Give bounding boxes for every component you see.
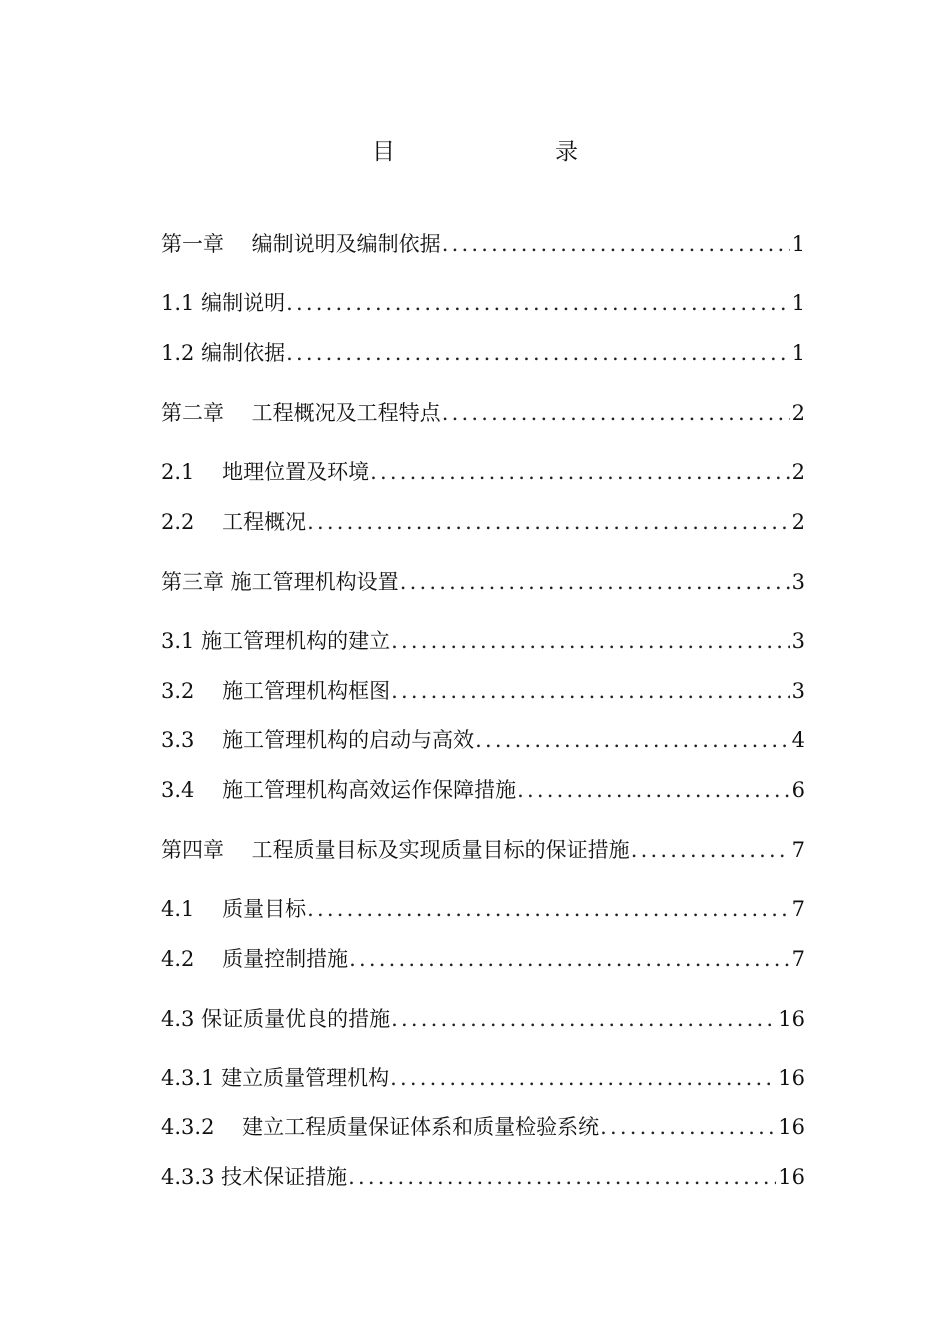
toc-entry[interactable] xyxy=(161,286,805,320)
toc-entry[interactable] xyxy=(161,624,805,658)
toc-entry-text: 1.1 编制说明 xyxy=(161,291,286,315)
toc-entry[interactable] xyxy=(161,396,805,430)
toc-entry-text: 4.3 保证质量优良的措施 xyxy=(161,1007,391,1031)
toc-leader-dots xyxy=(517,773,790,807)
toc-title: 目 录 xyxy=(372,139,616,165)
toc-entry-text: 3.1 施工管理机构的建立 xyxy=(161,629,391,653)
toc-entry[interactable] xyxy=(161,892,805,926)
toc-entry-page: 2 xyxy=(791,510,805,534)
toc-leader-dots xyxy=(631,833,790,867)
toc-entry-text: 第四章 工程质量目标及实现质量目标的保证措施 xyxy=(161,838,630,862)
toc-entry[interactable] xyxy=(161,336,805,370)
toc-leader-dots xyxy=(600,1110,776,1144)
toc-leader-dots xyxy=(307,892,790,926)
toc-leader-dots xyxy=(348,1160,776,1194)
toc-leader-dots xyxy=(390,1061,776,1095)
toc-entry[interactable] xyxy=(161,942,805,976)
toc-leader-dots xyxy=(400,565,790,599)
toc-leader-dots xyxy=(391,1002,776,1036)
toc-entry-page: 1 xyxy=(791,341,805,365)
toc-entry-page: 1 xyxy=(791,291,805,315)
toc-leader-dots xyxy=(391,624,790,658)
toc-entry[interactable] xyxy=(161,1160,805,1194)
toc-entry-text: 1.2 编制依据 xyxy=(161,341,286,365)
toc-leader-dots xyxy=(475,723,790,757)
toc-entry[interactable] xyxy=(161,833,805,867)
toc-entry-page: 1 xyxy=(791,232,805,256)
toc-leader-dots xyxy=(370,455,790,489)
toc-entry-page: 16 xyxy=(778,1165,805,1189)
toc-entry[interactable] xyxy=(161,1110,805,1144)
toc-entry-page: 16 xyxy=(778,1066,805,1090)
toc-entry-page: 4 xyxy=(791,728,805,752)
toc-entry-text: 4.3.3 技术保证措施 xyxy=(161,1165,348,1189)
toc-entry-page: 3 xyxy=(791,570,805,594)
toc-entry-page: 16 xyxy=(778,1115,805,1139)
toc-entry[interactable] xyxy=(161,723,805,757)
toc-entry[interactable] xyxy=(161,1061,805,1095)
toc-leader-dots xyxy=(442,227,790,261)
toc-entry-page: 2 xyxy=(791,401,805,425)
toc-leader-dots xyxy=(442,396,790,430)
toc-entry-text: 3.2 施工管理机构框图 xyxy=(161,679,391,703)
toc-entry-text: 4.3.2 建立工程质量保证体系和质量检验系统 xyxy=(161,1115,600,1139)
toc-entry-text: 第一章 编制说明及编制依据 xyxy=(161,232,441,256)
toc-entry-text: 4.3.1 建立质量管理机构 xyxy=(161,1066,390,1090)
toc-entry-text: 3.4 施工管理机构高效运作保障措施 xyxy=(161,778,517,802)
toc-entry-text: 第三章 施工管理机构设置 xyxy=(161,570,399,594)
toc-entry-page: 7 xyxy=(791,947,805,971)
toc-entry-page: 3 xyxy=(791,629,805,653)
toc-entry-text: 第二章 工程概况及工程特点 xyxy=(161,401,441,425)
toc-leader-dots xyxy=(286,286,790,320)
toc-entry-page: 7 xyxy=(791,838,805,862)
toc-entry[interactable] xyxy=(161,1002,805,1036)
toc-entry-page: 7 xyxy=(791,897,805,921)
toc-entry[interactable] xyxy=(161,227,805,261)
toc-leader-dots xyxy=(286,336,790,370)
toc-entry[interactable] xyxy=(161,565,805,599)
toc-leader-dots xyxy=(349,942,790,976)
toc-entry[interactable] xyxy=(161,674,805,708)
toc-entry[interactable] xyxy=(161,773,805,807)
toc-entry-page: 16 xyxy=(778,1007,805,1031)
toc-entry[interactable] xyxy=(161,505,805,539)
toc-entry-text: 2.1 地理位置及环境 xyxy=(161,460,370,484)
toc-entry-page: 6 xyxy=(791,778,805,802)
toc-entry-text: 2.2 工程概况 xyxy=(161,510,307,534)
toc-entry-page: 3 xyxy=(791,679,805,703)
toc-entry-text: 4.2 质量控制措施 xyxy=(161,947,349,971)
toc-leader-dots xyxy=(391,674,790,708)
toc-entry-text: 3.3 施工管理机构的启动与高效 xyxy=(161,728,475,752)
toc-entry-text: 4.1 质量目标 xyxy=(161,897,307,921)
toc-leader-dots xyxy=(307,505,790,539)
toc-entry[interactable] xyxy=(161,455,805,489)
toc-entry-page: 2 xyxy=(791,460,805,484)
